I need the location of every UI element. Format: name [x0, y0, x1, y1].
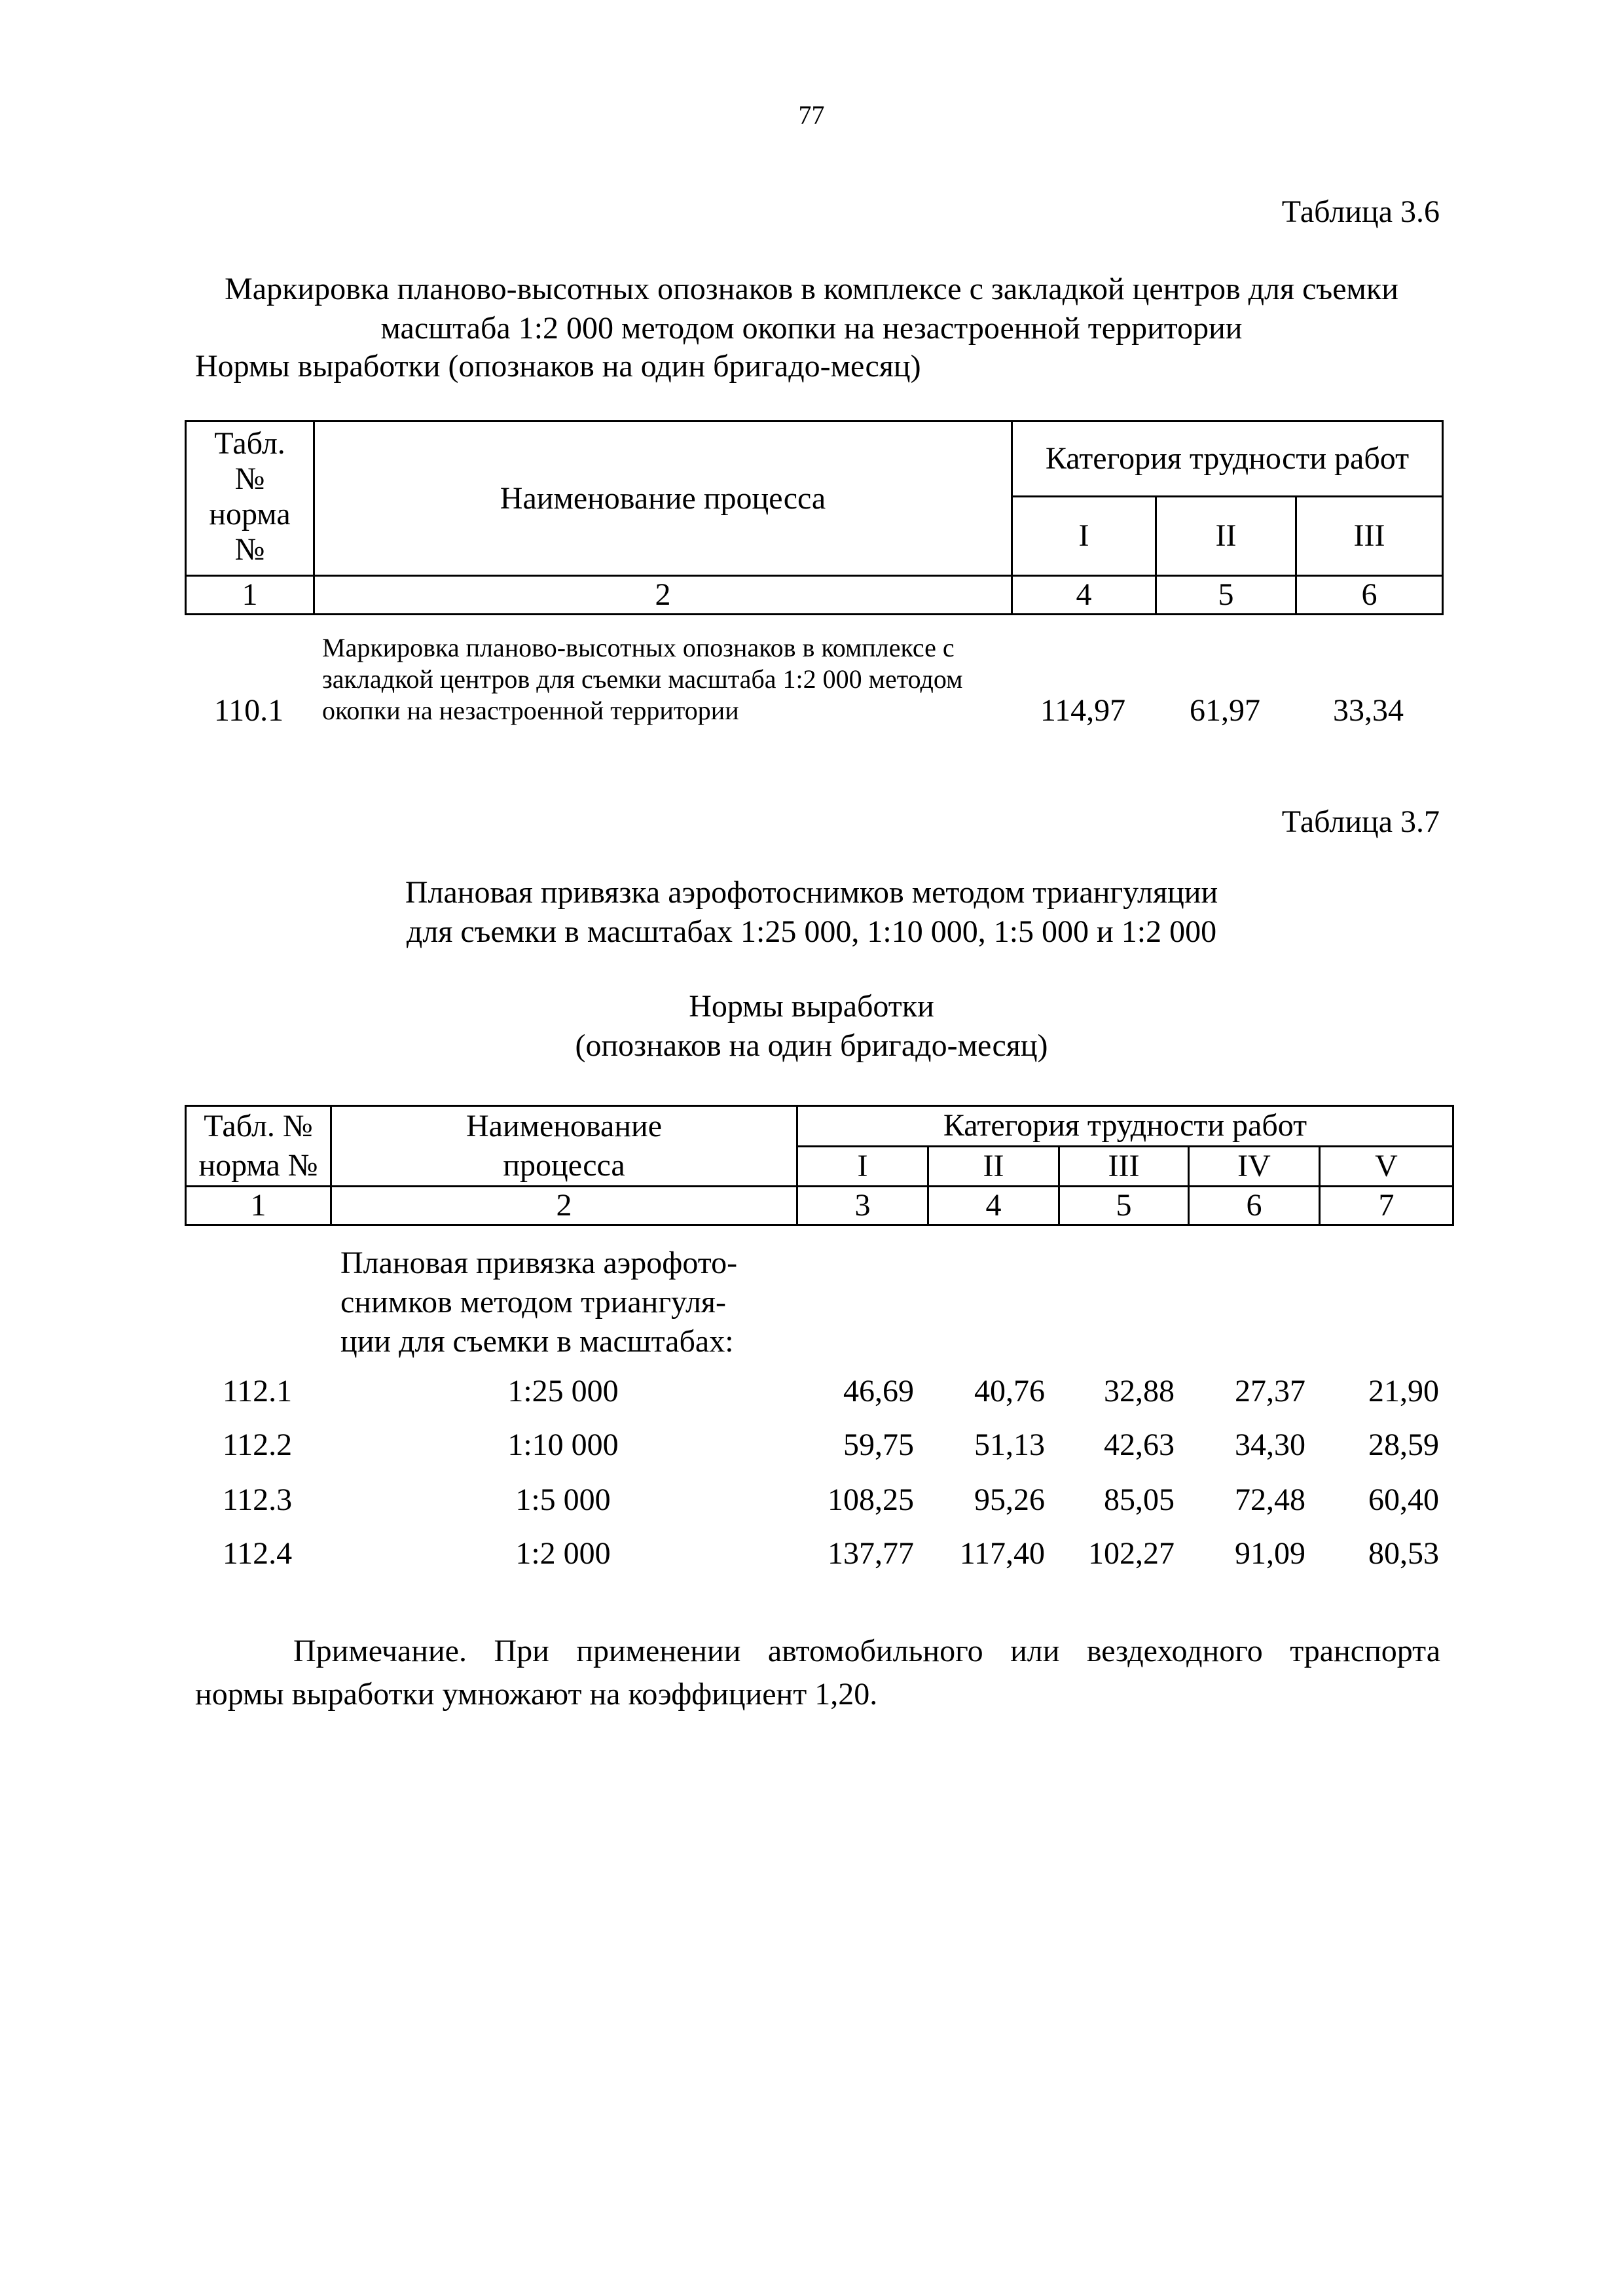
row-value-cat4: 72,48 — [1235, 1482, 1305, 1517]
table-3-6-title-line2: масштаба 1:2 000 методом окопки на незастроенной территории — [380, 311, 1243, 346]
row-value-cat2: 95,26 — [974, 1482, 1045, 1517]
row-value-cat5: 28,59 — [1368, 1427, 1439, 1462]
header-norm-cell — [186, 1106, 331, 1187]
row-value-cat5: 60,40 — [1368, 1482, 1439, 1517]
header-norm-cell — [186, 422, 314, 576]
header-norm-line2: норма № — [198, 1148, 318, 1183]
row-value-cat5: 21,90 — [1368, 1374, 1439, 1408]
table-3-6-header — [185, 420, 1444, 615]
table-3-7-label: Таблица 3.7 — [1281, 804, 1440, 839]
row-value-cat4: 34,30 — [1235, 1427, 1305, 1462]
row-norm: 112.1 — [222, 1374, 293, 1408]
header-norm-line1: Табл. — [214, 426, 285, 461]
row-value-cat3: 42,63 — [1104, 1427, 1175, 1462]
header-category-4: IV — [1189, 1146, 1320, 1187]
row-value-cat3: 32,88 — [1104, 1374, 1175, 1408]
row-norm: 112.4 — [222, 1536, 293, 1571]
table-3-6-title-line1: Маркировка планово-высотных опознаков в комплексе с закладкой центров для съемки — [225, 272, 1398, 306]
table-3-7-title-line2: для съемки в масштабах 1:25 000, 1:10 000, 1:5 000 и 1:2 000 — [406, 914, 1217, 949]
header-category-2: II — [1156, 497, 1296, 576]
row-process-line3: окопки на незастроенной территории — [322, 696, 739, 725]
row-value-cat1: 46,69 — [843, 1374, 914, 1408]
row-value-cat1: 108,25 — [828, 1482, 914, 1517]
row-value-cat5: 80,53 — [1368, 1536, 1439, 1571]
row-value-cat4: 91,09 — [1235, 1536, 1305, 1571]
row-value-cat3: 102,27 — [1088, 1536, 1175, 1571]
column-number: 2 — [331, 1187, 797, 1225]
header-category-3: III — [1296, 497, 1443, 576]
column-number: 1 — [186, 1187, 331, 1225]
row-value-cat1: 137,77 — [828, 1536, 914, 1571]
column-number: 4 — [928, 1187, 1059, 1225]
column-number: 5 — [1059, 1187, 1189, 1225]
header-norm-line1: Табл. № — [204, 1109, 313, 1143]
header-process: Наименование процесса — [314, 422, 1012, 576]
header-category-1: I — [797, 1146, 928, 1187]
group-label-line3: ции для съемки в масштабах: — [340, 1324, 734, 1359]
table-3-6-subtitle: Нормы выработки (опознаков на один бригадо-месяц) — [195, 349, 921, 384]
column-number: 4 — [1012, 576, 1156, 615]
header-norm-line4: № — [234, 532, 265, 567]
note — [195, 1630, 1440, 1716]
row-process-line2: закладкой центров для съемки масштаба 1:2 000 методом — [322, 664, 963, 694]
header-process-cell — [331, 1106, 797, 1187]
header-process-line2: процесса — [503, 1148, 625, 1183]
row-value-cat2: 117,40 — [959, 1536, 1045, 1571]
row-value-cat2: 40,76 — [974, 1374, 1045, 1408]
table-3-7-subtitle-line2: (опознаков на один бригадо-месяц) — [575, 1028, 1048, 1063]
row-scale: 1:5 000 — [515, 1482, 611, 1517]
table-3-7-subtitle-line1: Нормы выработки — [689, 989, 934, 1024]
group-label-line1: Плановая привязка аэрофото- — [340, 1246, 738, 1280]
row-scale: 1:25 000 — [507, 1374, 619, 1408]
row-value-cat3: 33,34 — [1333, 693, 1404, 728]
group-label-line2: снимков методом триангуля- — [340, 1285, 726, 1319]
page-number: 77 — [798, 100, 825, 130]
column-number: 3 — [797, 1187, 928, 1225]
row-scale: 1:2 000 — [515, 1536, 611, 1571]
header-category-group: Категория трудности работ — [1012, 422, 1443, 497]
row-scale: 1:10 000 — [507, 1427, 619, 1462]
row-value-cat1: 59,75 — [843, 1427, 914, 1462]
column-number: 1 — [186, 576, 314, 615]
row-value-cat3: 85,05 — [1104, 1482, 1175, 1517]
header-norm-line2: № — [234, 461, 265, 496]
header-category-group: Категория трудности работ — [797, 1106, 1453, 1147]
row-value-cat2: 61,97 — [1190, 693, 1260, 728]
column-number: 6 — [1296, 576, 1443, 615]
row-value-cat1: 114,97 — [1040, 693, 1126, 728]
note-line1: Примечание. При применении автомобильного или вездеходного транспорта — [293, 1634, 1440, 1668]
table-3-7-header — [185, 1105, 1454, 1226]
column-number: 7 — [1320, 1187, 1453, 1225]
note-line2: нормы выработки умножают на коэффициент 1,20. — [195, 1677, 878, 1712]
column-number: 5 — [1156, 576, 1296, 615]
header-norm-line3: норма — [209, 497, 291, 531]
header-category-5: V — [1320, 1146, 1453, 1187]
column-number: 2 — [314, 576, 1012, 615]
header-category-3: III — [1059, 1146, 1189, 1187]
row-value-cat2: 51,13 — [974, 1427, 1045, 1462]
table-3-6-label: Таблица 3.6 — [1281, 194, 1440, 229]
row-norm: 112.3 — [222, 1482, 293, 1517]
header-category-2: II — [928, 1146, 1059, 1187]
column-number: 6 — [1189, 1187, 1320, 1225]
row-value-cat4: 27,37 — [1235, 1374, 1305, 1408]
header-category-1: I — [1012, 497, 1156, 576]
row-norm: 112.2 — [222, 1427, 293, 1462]
row-process-line1: Маркировка планово-высотных опознаков в комплексе с — [322, 633, 955, 662]
row-norm: 110.1 — [213, 693, 284, 728]
header-process-line1: Наименование — [465, 1109, 663, 1143]
table-3-7-title-line1: Плановая привязка аэрофотоснимков методом триангуляции — [405, 875, 1218, 910]
